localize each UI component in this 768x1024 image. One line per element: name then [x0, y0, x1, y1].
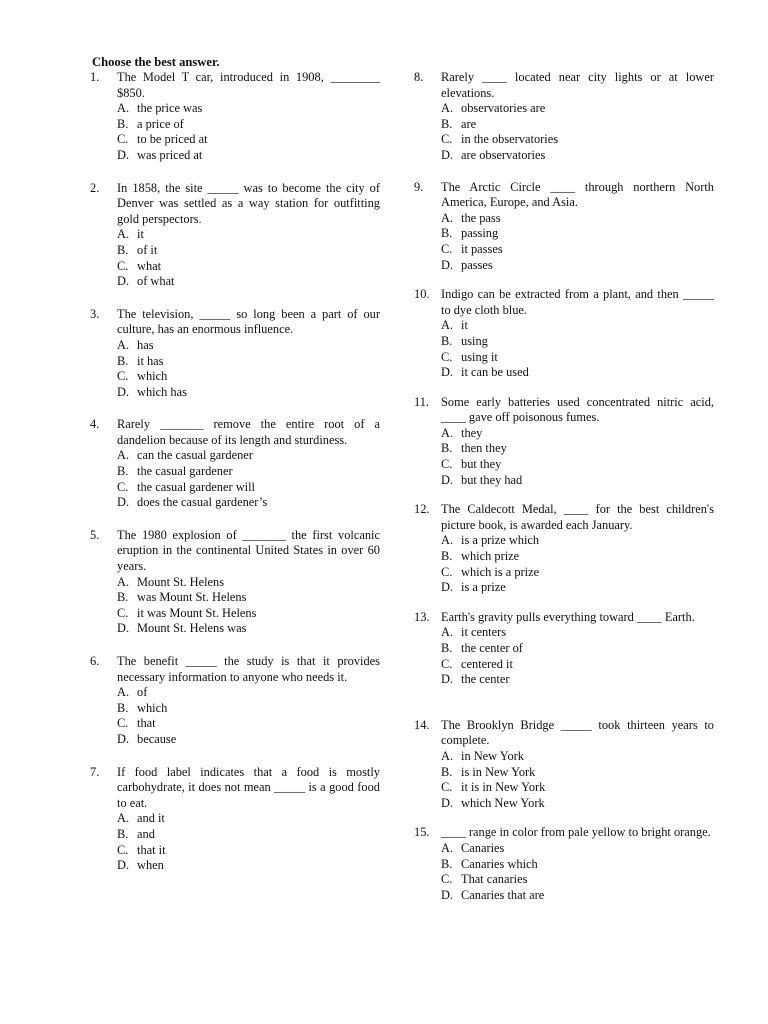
question-number: 6.	[90, 654, 100, 668]
question-8	[414, 70, 714, 164]
option-letter: D.	[117, 858, 130, 873]
question-number: 11.	[414, 394, 430, 409]
answer-option-b	[441, 226, 714, 242]
answer-option-b	[117, 827, 380, 843]
question-15	[414, 825, 714, 903]
option-text: when	[137, 858, 164, 873]
option-text: it	[137, 227, 144, 242]
option-text: what	[137, 258, 162, 273]
option-letter: A.	[441, 533, 454, 548]
option-text: in the observatories	[461, 132, 559, 147]
answer-option-d	[117, 385, 380, 401]
option-letter: B.	[117, 700, 129, 715]
option-text: are	[461, 116, 477, 131]
option-letter: C.	[441, 457, 453, 472]
option-letter: C.	[441, 132, 453, 147]
answer-option-a	[117, 685, 380, 701]
option-text: that it	[137, 842, 166, 857]
option-letter: A.	[117, 227, 130, 242]
option-text: that	[137, 716, 156, 731]
option-letter: C.	[441, 780, 453, 795]
question-stem: ____ range in color from pale yellow to bright orange.	[441, 825, 711, 840]
option-letter: B.	[441, 549, 453, 564]
option-text: can the casual gardener	[137, 448, 253, 463]
answer-option-d	[117, 274, 380, 290]
option-text: which	[137, 700, 168, 715]
option-letter: D.	[117, 495, 130, 510]
option-text: which has	[137, 384, 187, 399]
option-text: Mount St. Helens	[137, 574, 225, 589]
answer-option-d	[441, 365, 714, 381]
option-text: centered it	[461, 656, 513, 671]
option-letter: B.	[441, 856, 453, 871]
answer-option-b	[117, 117, 380, 133]
option-text: Canaries which	[461, 856, 538, 871]
option-letter: C.	[117, 132, 129, 147]
option-text: then they	[461, 441, 507, 456]
question-stem: Rarely _______ remove the entire root of a dandelion because of its length and sturdiness.	[117, 417, 380, 447]
option-text: and it	[137, 811, 165, 826]
answer-option-a	[441, 625, 714, 641]
question-2	[90, 181, 380, 290]
question-stem: Earth's gravity pulls everything toward ____ Earth.	[441, 609, 695, 624]
answer-option-d	[117, 858, 380, 874]
option-text: was priced at	[137, 147, 203, 162]
option-text: Canaries	[461, 840, 505, 855]
option-letter: D.	[117, 384, 130, 399]
option-letter: A.	[441, 210, 454, 225]
answer-option-a	[117, 575, 380, 591]
answer-option-b	[441, 117, 714, 133]
option-letter: D.	[441, 672, 454, 687]
answer-option-c	[441, 872, 714, 888]
option-letter: A.	[117, 574, 130, 589]
answer-option-c	[441, 350, 714, 366]
answer-option-a	[117, 811, 380, 827]
option-letter: B.	[441, 333, 453, 348]
question-number: 4.	[90, 417, 100, 432]
option-letter: B.	[117, 590, 129, 605]
option-letter: C.	[117, 479, 129, 494]
answer-option-d	[441, 796, 714, 812]
left-question-column	[90, 70, 380, 874]
question-number: 2.	[90, 180, 100, 195]
option-text: and	[137, 826, 155, 841]
option-text: is in New York	[461, 764, 536, 779]
option-letter: C.	[117, 258, 129, 273]
question-stem: The Caldecott Medal, ____ for the best children's picture book, is awarded each January.	[441, 502, 714, 532]
option-letter: A.	[441, 101, 454, 116]
option-letter: C.	[441, 656, 453, 671]
option-letter: B.	[441, 764, 453, 779]
option-text: are observatories	[461, 147, 546, 162]
answer-option-b	[441, 441, 714, 457]
option-text: does the casual gardener’s	[137, 495, 268, 510]
option-text: of	[137, 685, 148, 700]
answer-option-d	[441, 473, 714, 489]
option-letter: D.	[117, 147, 130, 162]
option-letter: D.	[441, 795, 454, 810]
answer-option-c	[117, 480, 380, 496]
option-text: was Mount St. Helens	[137, 590, 247, 605]
option-text: to be priced at	[137, 132, 208, 147]
question-number: 1.	[90, 70, 100, 84]
option-letter: A.	[117, 811, 130, 826]
instructions-heading: Choose the best answer.	[92, 55, 220, 69]
question-number: 5.	[90, 527, 100, 542]
answer-option-a	[441, 749, 714, 765]
option-letter: A.	[441, 318, 454, 333]
option-letter: A.	[441, 625, 454, 640]
answer-option-c	[441, 132, 714, 148]
answer-option-d	[117, 621, 380, 637]
question-12	[414, 502, 714, 596]
question-stem: Rarely ____ located near city lights or at lower elevations.	[441, 70, 714, 100]
question-number: 7.	[90, 764, 100, 779]
option-text: they	[461, 425, 483, 440]
answer-option-d	[441, 672, 714, 688]
option-text: but they	[461, 457, 502, 472]
question-stem: The television, _____ so long been a part of our culture, has an enormous influence.	[117, 306, 380, 337]
option-text: which is a prize	[461, 564, 540, 579]
question-stem: If food label indicates that a food is mostly carbohydrate, it does not mean _____ is a good food to eat.	[117, 764, 380, 810]
option-text: has	[137, 337, 154, 352]
answer-option-a	[441, 841, 714, 857]
option-text: a price of	[137, 116, 184, 131]
answer-option-c	[441, 780, 714, 796]
answer-option-d	[117, 495, 380, 511]
option-text: Canaries that are	[461, 887, 545, 902]
option-letter: D.	[441, 147, 454, 162]
question-stem: In 1858, the site _____ was to become the city of Denver was settled as a way station for outfitting gold perspectors.	[117, 180, 380, 226]
option-text: using it	[461, 349, 498, 364]
option-letter: A.	[117, 685, 130, 700]
option-text: it was Mount St. Helens	[137, 605, 257, 620]
answer-option-a	[441, 533, 714, 549]
answer-option-c	[117, 843, 380, 859]
option-letter: D.	[441, 580, 454, 595]
option-text: the center	[461, 672, 510, 687]
answer-option-b	[441, 765, 714, 781]
option-text: it can be used	[461, 365, 529, 380]
answer-option-b	[117, 354, 380, 370]
option-text: it is in New York	[461, 780, 546, 795]
option-letter: B.	[441, 641, 453, 655]
question-stem: The Arctic Circle ____ through northern North America, Europe, and Asia.	[441, 179, 714, 210]
option-letter: B.	[117, 116, 129, 131]
question-number: 12.	[414, 502, 430, 517]
question-number: 15.	[414, 825, 430, 840]
answer-option-c	[441, 565, 714, 581]
question-5	[90, 528, 380, 637]
question-number: 14.	[414, 717, 430, 732]
option-text: Mount St. Helens was	[137, 621, 247, 636]
answer-option-c	[117, 606, 380, 622]
question-stem: Some early batteries used concentrated nitric acid, ____ gave off poisonous fumes.	[441, 394, 714, 425]
option-letter: D.	[117, 274, 130, 289]
option-letter: A.	[117, 337, 130, 352]
answer-option-d	[117, 732, 380, 748]
option-text: is a prize	[461, 580, 506, 595]
question-number: 9.	[414, 179, 424, 194]
option-letter: C.	[117, 716, 129, 731]
question-stem: The Brooklyn Bridge _____ took thirteen years to complete.	[441, 717, 714, 748]
option-text: in New York	[461, 748, 524, 763]
option-text: it passes	[461, 241, 503, 256]
question-number: 3.	[90, 306, 100, 321]
question-11	[414, 395, 714, 489]
option-text: the pass	[461, 210, 501, 225]
option-letter: B.	[441, 441, 453, 456]
option-letter: B.	[117, 826, 129, 841]
question-stem: The 1980 explosion of _______ the first volcanic eruption in the continental United States in over 60 years.	[117, 527, 380, 574]
option-text: using	[461, 333, 488, 348]
option-text: of what	[137, 274, 175, 289]
option-letter: A.	[117, 448, 130, 463]
question-stem: The Model T car, introduced in 1908, ________ $850.	[117, 70, 380, 100]
option-letter: A.	[117, 101, 130, 116]
question-4	[90, 417, 380, 511]
answer-option-b	[441, 641, 714, 657]
option-letter: D.	[441, 365, 454, 380]
answer-option-b	[117, 464, 380, 480]
option-text: it	[461, 318, 468, 333]
option-text: passes	[461, 257, 493, 272]
option-letter: A.	[441, 748, 454, 763]
answer-option-b	[441, 857, 714, 873]
answer-option-d	[441, 258, 714, 274]
question-number: 13.	[414, 609, 430, 624]
option-text: it centers	[461, 625, 507, 640]
option-letter: A.	[441, 840, 454, 855]
answer-option-a	[117, 338, 380, 354]
option-letter: B.	[441, 116, 453, 131]
answer-option-a	[117, 448, 380, 464]
right-question-column	[414, 70, 714, 903]
option-text: of it	[137, 242, 158, 257]
question-3	[90, 307, 380, 401]
option-letter: C.	[441, 564, 453, 579]
option-text: the center of	[461, 641, 523, 655]
option-text: the casual gardener will	[137, 479, 256, 494]
option-letter: C.	[117, 605, 129, 620]
answer-option-c	[117, 259, 380, 275]
answer-option-d	[117, 148, 380, 164]
answer-option-a	[441, 426, 714, 442]
answer-option-a	[441, 211, 714, 227]
answer-option-b	[441, 334, 714, 350]
answer-option-c	[117, 132, 380, 148]
question-13	[414, 610, 714, 688]
answer-option-b	[117, 701, 380, 717]
answer-option-c	[441, 457, 714, 473]
answer-option-d	[441, 580, 714, 596]
option-text: which prize	[461, 549, 520, 564]
option-letter: A.	[441, 425, 454, 440]
option-letter: D.	[441, 472, 454, 487]
option-text: observatories are	[461, 101, 546, 116]
answer-option-d	[441, 888, 714, 904]
question-1	[90, 70, 380, 164]
question-number: 10.	[414, 287, 430, 302]
answer-option-c	[117, 716, 380, 732]
option-letter: B.	[441, 226, 453, 241]
option-text: the casual gardener	[137, 464, 233, 479]
question-10	[414, 287, 714, 381]
option-text: That canaries	[461, 872, 528, 887]
option-text: which New York	[461, 795, 545, 810]
answer-option-c	[117, 369, 380, 385]
question-9	[414, 180, 714, 274]
question-7	[90, 765, 380, 874]
question-stem: The benefit _____ the study is that it provides necessary information to anyone who needs it.	[117, 654, 380, 684]
option-letter: C.	[441, 349, 453, 364]
option-text: the price was	[137, 101, 203, 116]
option-letter: B.	[117, 242, 129, 257]
answer-option-d	[441, 148, 714, 164]
option-letter: D.	[441, 257, 454, 272]
answer-option-b	[441, 549, 714, 565]
answer-option-b	[117, 243, 380, 259]
option-text: but they had	[461, 472, 523, 487]
option-text: is a prize which	[461, 533, 540, 548]
question-6	[90, 654, 380, 748]
answer-option-a	[117, 101, 380, 117]
answer-option-a	[441, 318, 714, 334]
option-letter: C.	[117, 842, 129, 857]
question-number: 8.	[414, 70, 424, 84]
option-letter: D.	[117, 621, 130, 636]
option-letter: D.	[117, 731, 130, 746]
option-letter: D.	[441, 887, 454, 902]
option-text: which	[137, 369, 168, 384]
answer-option-c	[441, 657, 714, 673]
option-letter: B.	[117, 353, 129, 368]
option-text: because	[137, 731, 177, 746]
option-letter: B.	[117, 464, 129, 479]
question-stem: Indigo can be extracted from a plant, and then _____ to dye cloth blue.	[441, 287, 714, 317]
option-text: it has	[137, 353, 164, 368]
option-letter: C.	[441, 241, 453, 256]
option-letter: C.	[441, 872, 453, 887]
answer-option-b	[117, 590, 380, 606]
answer-option-a	[117, 227, 380, 243]
option-text: passing	[461, 226, 499, 241]
answer-option-a	[441, 101, 714, 117]
option-letter: C.	[117, 369, 129, 384]
answer-option-c	[441, 242, 714, 258]
question-14	[414, 718, 714, 812]
